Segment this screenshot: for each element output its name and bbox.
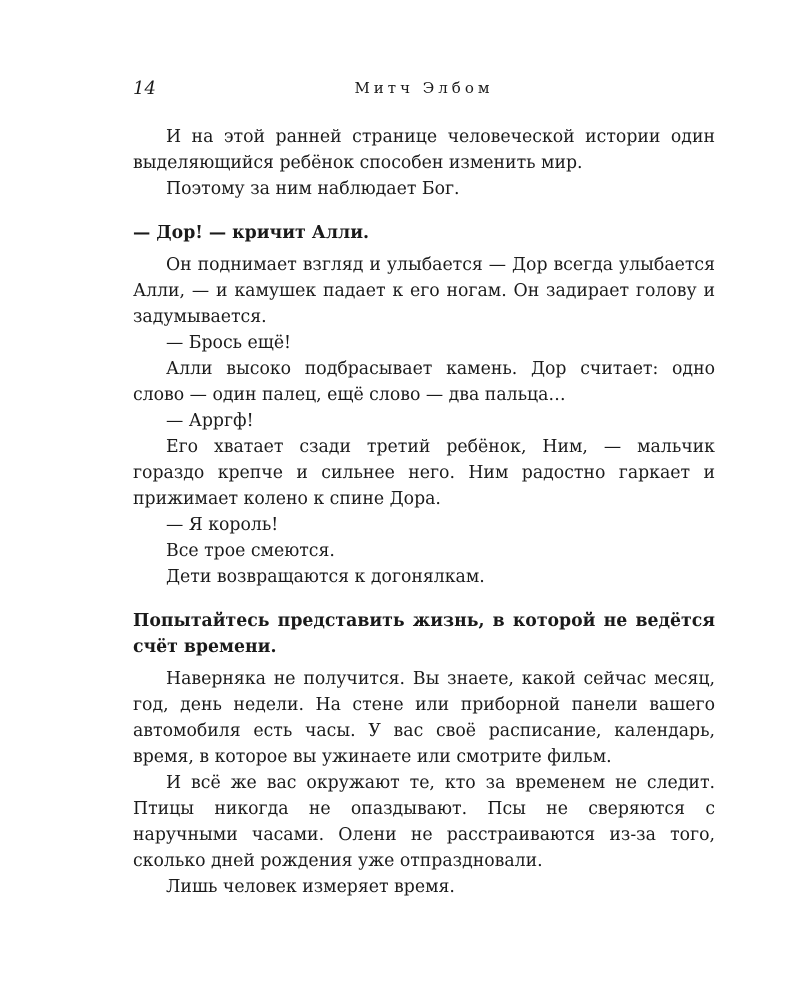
paragraph: И на этой ранней странице человеческой истории один выделяющийся ребёнок способен изменить мир.	[133, 127, 715, 173]
body-text	[133, 124, 715, 900]
paragraph: И всё же вас окружают те, кто за временем не следит. Птицы никогда не опаздывают. Псы не сверяются с наручными часами. Олени не расстраиваются из-за того, сколько дней рождения уже отпраздновали.	[133, 773, 715, 871]
dialogue-line: — Арргф!	[166, 411, 254, 431]
paragraph: Наверняка не получится. Вы знаете, какой сейчас месяц, год, день недели. На стене или приборной панели вашего автомобиля есть часы. У вас своё расписание, календарь, время, в которое вы ужинаете или смотрите фильм.	[133, 669, 715, 767]
paragraph: Алли высоко подбрасывает камень. Дор считает: одно слово — один палец, ещё слово — два пальца…	[133, 359, 715, 405]
paragraph: Поэтому за ним наблюдает Бог.	[166, 179, 460, 199]
running-head-author: Митч Элбом	[354, 79, 494, 97]
dialogue-line: — Я король!	[166, 515, 279, 535]
dialogue-line: — Брось ещё!	[166, 333, 291, 353]
paragraph: Лишь человек измеряет время.	[166, 877, 455, 897]
paragraph: Его хватает сзади третий ребёнок, Ним, — мальчик гораздо крепче и сильнее него. Ним радостно гаркает и прижимает колено к спине Дора.	[133, 437, 715, 509]
page-number: 14	[133, 78, 156, 99]
page-header	[133, 78, 715, 100]
section-lead-bold: Попытайтесь представить жизнь, в которой не ведётся счёт времени.	[133, 611, 715, 657]
paragraph: Он поднимает взгляд и улыбается — Дор всегда улыбается Алли, — и камушек падает к его ногам. Он задирает голову и задумывается.	[133, 255, 715, 327]
paragraph: Дети возвращаются к догонялкам.	[166, 567, 485, 587]
bold-dialogue-line: — Дор! — кричит Алли.	[133, 223, 370, 243]
paragraph: Все трое смеются.	[166, 541, 335, 561]
